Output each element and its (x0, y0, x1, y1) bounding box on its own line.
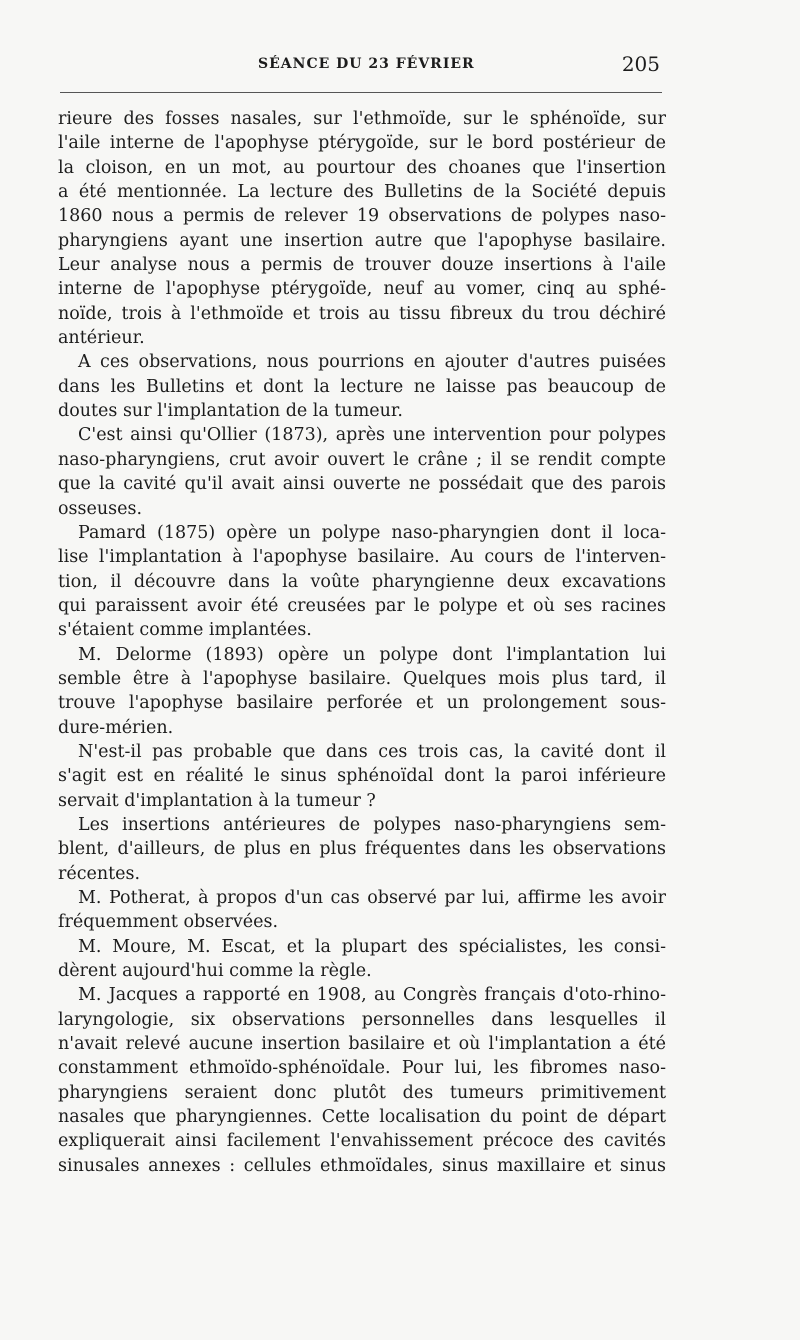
text-line: servait d'implantation à la tumeur ? (58, 790, 376, 811)
text-line: trouve l'apophyse basilaire perforée et un prolongement sous- (58, 693, 666, 714)
text-line: interne de l'apophyse ptérygoïde, neuf au vomer, cinq au sphé- (58, 279, 666, 300)
text-line: semble être à l'apophyse basilaire. Quelques mois plus tard, il (58, 668, 666, 689)
text-line: s'agit est en réalité le sinus sphénoïdal dont la paroi inférieure (58, 766, 666, 787)
header-title: SÉANCE DU 23 FÉVRIER (258, 56, 475, 72)
text-line: la cloison, en un mot, au pourtour des choanes que l'insertion (58, 157, 666, 178)
text-line: récentes. (58, 863, 141, 884)
text-line: M. Potherat, à propos d'un cas observé par lui, affirme les avoir (78, 888, 666, 908)
text-line: N'est-il pas probable que dans ces trois cas, la cavité dont il (78, 741, 666, 762)
text-line: dure-mérien. (58, 717, 174, 738)
text-line: naso-pharyngiens, crut avoir ouvert le crâne ; il se rendit compte (58, 449, 666, 470)
text-line: s'étaient comme implantées. (58, 620, 312, 641)
text-line: dans les Bulletins et dont la lecture ne laisse pas beaucoup de (58, 376, 666, 397)
text-line: antérieur. (58, 328, 145, 349)
text-line: pharyngiens ayant une insertion autre que l'apophyse basilaire. (58, 230, 666, 251)
text-line: osseuses. (58, 498, 143, 519)
text-line: Pamard (1875) opère un polype naso-pharyngien dont il loca- (78, 522, 666, 543)
text-line: que la cavité qu'il avait ainsi ouverte ne possédait que des parois (58, 474, 666, 495)
text-line: expliquerait ainsi facilement l'envahissement précoce des cavités (58, 1131, 666, 1152)
text-line: nasales que pharyngiennes. Cette localisation du point de départ (58, 1107, 666, 1128)
text-line: Leur analyse nous a permis de trouver douze insertions à l'aile (58, 255, 666, 276)
text-line: dèrent aujourd'hui comme la règle. (58, 961, 372, 982)
text-line: M. Moure, M. Escat, et la plupart des spécialistes, les consi- (78, 936, 666, 957)
body-text (58, 107, 666, 1178)
text-line: M. Delorme (1893) opère un polype dont l'implantation lui (78, 644, 666, 665)
header-divider (60, 92, 662, 93)
text-line: qui paraissent avoir été creusées par le polype et où ses racines (58, 595, 666, 616)
page-number: 205 (621, 52, 660, 76)
text-line: noïde, trois à l'ethmoïde et trois au tissu fibreux du trou déchiré (58, 303, 666, 324)
text-line: rieure des fosses nasales, sur l'ethmoïde, sur le sphénoïde, sur (58, 109, 666, 129)
text-line: blent, d'ailleurs, de plus en plus fréquentes dans les observations (58, 839, 666, 860)
text-line: n'avait relevé aucune insertion basilaire et où l'implantation a été (58, 1034, 666, 1055)
text-line: Les insertions antérieures de polypes naso-pharyngiens sem- (78, 814, 666, 835)
text-line: l'aile interne de l'apophyse ptérygoïde, sur le bord postérieur de (58, 133, 666, 154)
text-line: sinusales annexes : cellules ethmoïdales, sinus maxillaire et sinus (58, 1155, 666, 1176)
text-line: constamment ethmoïdo-sphénoïdale. Pour lui, les fibromes naso- (58, 1058, 666, 1079)
text-line: fréquemment observées. (58, 912, 279, 933)
text-line: C'est ainsi qu'Ollier (1873), après une intervention pour polypes (78, 425, 666, 446)
text-line: 1860 nous a permis de relever 19 observations de polypes naso- (58, 206, 666, 227)
text-line: A ces observations, nous pourrions en ajouter d'autres puisées (78, 352, 666, 373)
text-line: M. Jacques a rapporté en 1908, au Congrès français d'oto-rhino- (78, 985, 666, 1006)
running-header (58, 52, 664, 78)
text-line: tion, il découvre dans la voûte pharyngienne deux excavations (58, 571, 666, 592)
text-line: pharyngiens seraient donc plutôt des tumeurs primitivement (58, 1082, 666, 1103)
text-line: lise l'implantation à l'apophyse basilaire. Au cours de l'interven- (58, 547, 666, 568)
text-line: a été mentionnée. La lecture des Bulletins de la Société depuis (58, 182, 666, 203)
text-line: doutes sur l'implantation de la tumeur. (58, 401, 403, 422)
text-line: laryngologie, six observations personnelles dans lesquelles il (58, 1009, 666, 1030)
